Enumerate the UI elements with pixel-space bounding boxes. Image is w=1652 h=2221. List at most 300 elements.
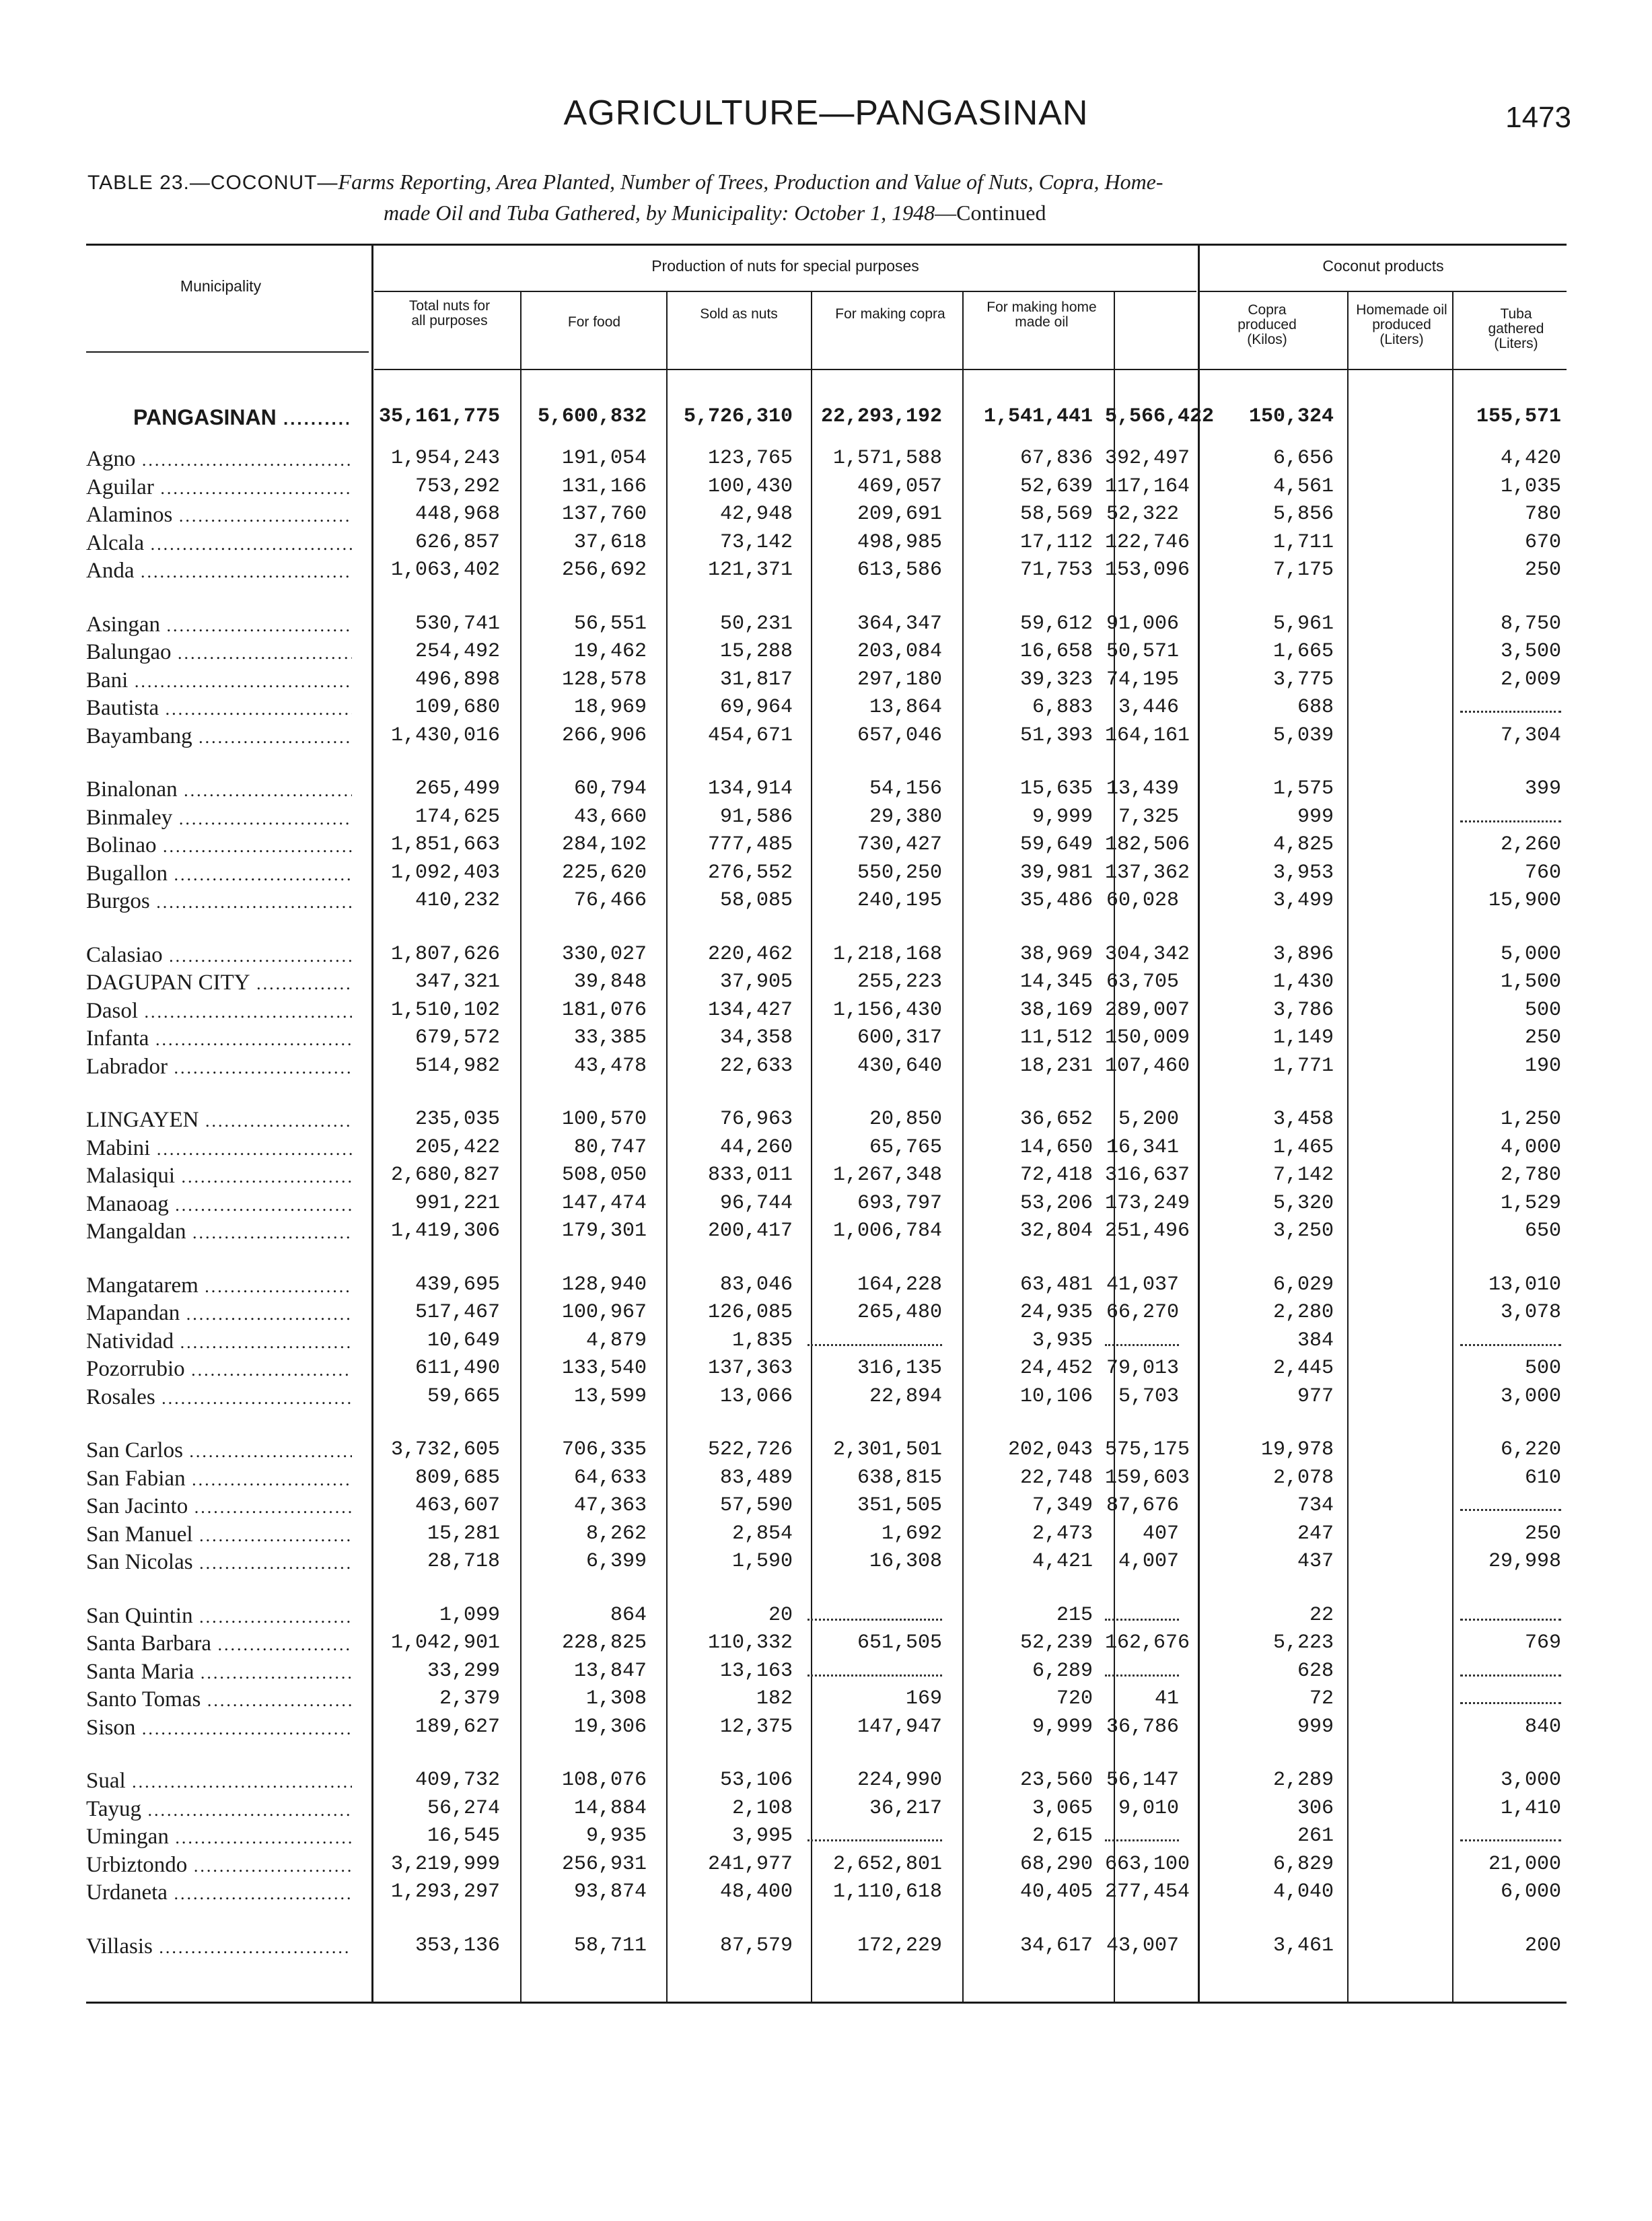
value-cell: 159,603 (1105, 1467, 1190, 1489)
table-row (86, 724, 1567, 750)
municipality-name: Alcala ..... (86, 531, 352, 556)
value-cell: 353,136 (415, 1934, 500, 1957)
empty-cell (1105, 1660, 1179, 1677)
page-title: AGRICULTURE—PANGASINAN (563, 94, 1089, 133)
value-cell: 780 (1524, 503, 1561, 526)
municipality-name: San Jacinto ..... (86, 1494, 352, 1519)
value-cell: 1,149 (1272, 1026, 1334, 1049)
empty-cell (807, 1604, 942, 1621)
value-cell: 53,106 (719, 1769, 793, 1792)
value-cell: 189,627 (415, 1716, 500, 1738)
value-cell: 1,099 (439, 1604, 500, 1627)
value-cell: 39,323 (1019, 668, 1093, 691)
table-row (86, 971, 1567, 996)
value-cell: 7,175 (1272, 559, 1334, 581)
value-cell: 550,250 (857, 861, 942, 884)
value-cell: 688 (1297, 696, 1334, 719)
value-cell: 410,232 (415, 889, 500, 912)
value-cell: 11,512 (1019, 1026, 1093, 1049)
value-cell: 261 (1297, 1825, 1334, 1847)
table-row (86, 1026, 1567, 1052)
municipality-name: Sual ..... (86, 1769, 352, 1794)
value-cell: 24,452 (1019, 1357, 1093, 1380)
header-bottom-rule (374, 369, 1567, 370)
value-cell: 203,084 (857, 640, 942, 663)
table-row (86, 640, 1567, 666)
municipality-name: San Fabian ..... (86, 1467, 352, 1491)
value-cell: 52,239 (1019, 1631, 1093, 1654)
group-header-products: Coconut products (1322, 257, 1444, 275)
value-cell: 83,046 (719, 1273, 793, 1296)
value-cell: 399 (1524, 777, 1561, 800)
value-cell: 220,462 (707, 943, 793, 966)
municipality-name: Pozorrubio ..... (86, 1357, 352, 1382)
value-cell: 1,571,588 (832, 447, 942, 470)
value-cell: 48,400 (719, 1880, 793, 1903)
value-cell: 57,590 (719, 1494, 793, 1517)
value-cell: 1,218,168 (832, 943, 942, 966)
value-cell: 41 (1154, 1687, 1179, 1710)
table-row (86, 889, 1567, 915)
value-cell: 500 (1524, 999, 1561, 1022)
value-cell: 1,308 (585, 1687, 647, 1710)
value-cell: 123,765 (707, 447, 793, 470)
table-row (86, 1660, 1567, 1685)
empty-cell (1460, 1494, 1561, 1511)
value-cell: 330,027 (561, 943, 647, 966)
value-cell: 1,267,348 (832, 1164, 942, 1187)
value-cell: 3,446 (1118, 696, 1179, 719)
value-cell: 256,692 (561, 559, 647, 581)
value-cell: 137,760 (561, 503, 647, 526)
municipality-name: Rosales ..... (86, 1385, 352, 1410)
table-row (86, 1220, 1567, 1245)
value-cell: 200,417 (707, 1220, 793, 1242)
value-cell: 277,454 (1105, 1880, 1190, 1903)
value-cell: 522,726 (707, 1438, 793, 1461)
value-cell: 6,220 (1500, 1438, 1561, 1461)
municipality-name: Asingan ..... (86, 612, 352, 637)
value-cell: 59,665 (427, 1385, 500, 1408)
value-cell: 29,998 (1488, 1550, 1561, 1573)
value-cell: 999 (1297, 1716, 1334, 1738)
municipality-name: Mabini ..... (86, 1136, 352, 1161)
municipality-name: Mapandan ..... (86, 1301, 352, 1326)
value-cell: 316,637 (1105, 1164, 1190, 1187)
municipality-name: Agno ..... (86, 447, 352, 472)
value-cell: 28,718 (427, 1550, 500, 1573)
value-cell: 611,490 (415, 1357, 500, 1380)
value-cell: 306 (1297, 1797, 1334, 1820)
value-cell: 58,085 (719, 889, 793, 912)
municipality-name: PANGASINAN ..... (133, 405, 349, 430)
empty-cell (1460, 1329, 1561, 1346)
value-cell: 657,046 (857, 724, 942, 747)
table-row (86, 806, 1567, 831)
value-cell: 693,797 (857, 1192, 942, 1215)
value-cell: 2,615 (1032, 1825, 1093, 1847)
value-cell: 153,096 (1105, 559, 1190, 581)
value-cell: 59,612 (1019, 612, 1093, 635)
value-cell: 2,445 (1272, 1357, 1334, 1380)
municipality-name: Alaminos ..... (86, 503, 352, 528)
value-cell: 2,473 (1032, 1522, 1093, 1545)
value-cell: 9,999 (1032, 1716, 1093, 1738)
value-cell: 43,478 (573, 1055, 647, 1078)
table-row (86, 1797, 1567, 1823)
value-cell: 1,042,901 (390, 1631, 500, 1654)
value-cell: 50,571 (1106, 640, 1179, 663)
value-cell: 5,961 (1272, 612, 1334, 635)
value-cell: 100,430 (707, 475, 793, 498)
value-cell: 3,000 (1500, 1769, 1561, 1792)
value-cell: 76,963 (719, 1108, 793, 1131)
value-cell: 1,771 (1272, 1055, 1334, 1078)
value-cell: 34,358 (719, 1026, 793, 1049)
value-cell: 59,649 (1019, 833, 1093, 856)
value-cell: 33,299 (427, 1660, 500, 1683)
value-cell: 364,347 (857, 612, 942, 635)
value-cell: 1,092,403 (390, 861, 500, 884)
value-cell: 316,135 (857, 1357, 942, 1380)
value-cell: 409,732 (415, 1769, 500, 1792)
municipality-name: Santa Barbara ..... (86, 1631, 352, 1656)
value-cell: 58,569 (1019, 503, 1093, 526)
value-cell: 1,692 (881, 1522, 942, 1545)
value-cell: 4,825 (1272, 833, 1334, 856)
value-cell: 5,200 (1118, 1108, 1179, 1131)
value-cell: 5,726,310 (683, 405, 793, 428)
value-cell: 706,335 (561, 1438, 647, 1461)
value-cell: 809,685 (415, 1467, 500, 1489)
value-cell: 8,750 (1500, 612, 1561, 635)
value-cell: 720 (1056, 1687, 1093, 1710)
value-cell: 463,607 (415, 1494, 500, 1517)
municipality-name: Santa Maria ..... (86, 1660, 352, 1685)
empty-cell (1460, 1825, 1561, 1841)
value-cell: 37,618 (573, 531, 647, 554)
municipality-name: DAGUPAN CITY ..... (86, 971, 352, 995)
value-cell: 3,896 (1272, 943, 1334, 966)
value-cell: 730,427 (857, 833, 942, 856)
value-cell: 392,497 (1105, 447, 1190, 470)
municipality-name: Infanta ..... (86, 1026, 352, 1051)
column-header-copra-produced: Copra produced (Kilos) (1237, 302, 1297, 347)
value-cell: 1,954,243 (390, 447, 500, 470)
table-row (86, 1494, 1567, 1520)
value-cell: 6,029 (1272, 1273, 1334, 1296)
value-cell: 13,163 (719, 1660, 793, 1683)
value-cell: 13,864 (869, 696, 942, 719)
value-cell: 638,815 (857, 1467, 942, 1489)
value-cell: 228,825 (561, 1631, 647, 1654)
value-cell: 5,600,832 (537, 405, 647, 428)
value-cell: 613,586 (857, 559, 942, 581)
value-cell: 4,561 (1272, 475, 1334, 498)
table-row (86, 1550, 1567, 1576)
municipality-name: Tayug ..... (86, 1797, 352, 1822)
column-header-sold-as-nuts: Sold as nuts (700, 306, 778, 322)
municipality-name: Binalonan ..... (86, 777, 352, 802)
coconut-table (86, 244, 1567, 2007)
municipality-name: Calasiao ..... (86, 943, 352, 968)
value-cell: 2,301,501 (832, 1438, 942, 1461)
value-cell: 1,665 (1272, 640, 1334, 663)
table-row (86, 559, 1567, 584)
value-cell: 833,011 (707, 1164, 793, 1187)
value-cell: 3,732,605 (390, 1438, 500, 1461)
value-cell: 7,304 (1500, 724, 1561, 747)
value-cell: 172,229 (857, 1934, 942, 1957)
value-cell: 2,260 (1500, 833, 1561, 856)
municipality-name: Balungao ..... (86, 640, 352, 665)
value-cell: 13,439 (1106, 777, 1179, 800)
value-cell: 16,308 (869, 1550, 942, 1573)
value-cell: 651,505 (857, 1631, 942, 1654)
value-cell: 14,884 (573, 1797, 647, 1820)
value-cell: 1,410 (1500, 1797, 1561, 1820)
municipality-name: Bayambang ..... (86, 724, 352, 749)
value-cell: 3,250 (1272, 1220, 1334, 1242)
table-row (86, 503, 1567, 528)
table-row (86, 1136, 1567, 1162)
value-cell: 6,000 (1500, 1880, 1561, 1903)
municipality-name: San Nicolas ..... (86, 1550, 352, 1575)
value-cell: 250 (1524, 1026, 1561, 1049)
value-cell: 131,166 (561, 475, 647, 498)
value-cell: 610 (1524, 1467, 1561, 1489)
value-cell: 2,280 (1272, 1301, 1334, 1324)
value-cell: 31,817 (719, 668, 793, 691)
table-row (86, 1385, 1567, 1411)
value-cell: 6,883 (1032, 696, 1093, 719)
value-cell: 241,977 (707, 1853, 793, 1876)
value-cell: 128,940 (561, 1273, 647, 1296)
table-top-rule (86, 244, 1567, 246)
value-cell: 5,320 (1272, 1192, 1334, 1215)
table-row (86, 943, 1567, 968)
value-cell: 4,040 (1272, 1880, 1334, 1903)
value-cell: 1,835 (731, 1329, 793, 1352)
value-cell: 840 (1524, 1716, 1561, 1738)
value-cell: 133,540 (561, 1357, 647, 1380)
value-cell: 63,481 (1019, 1273, 1093, 1296)
value-cell: 93,874 (573, 1880, 647, 1903)
value-cell: 1,430,016 (390, 724, 500, 747)
empty-cell (1105, 1329, 1179, 1346)
value-cell: 1,156,430 (832, 999, 942, 1022)
value-cell: 162,676 (1105, 1631, 1190, 1654)
value-cell: 19,462 (573, 640, 647, 663)
group-underline-nuts (374, 291, 1196, 292)
value-cell: 498,985 (857, 531, 942, 554)
value-cell: 3,775 (1272, 668, 1334, 691)
value-cell: 1,006,784 (832, 1220, 942, 1242)
value-cell: 1,529 (1500, 1192, 1561, 1215)
table-row (86, 1716, 1567, 1741)
table-row (86, 668, 1567, 694)
column-header-for-food: For food (567, 314, 621, 330)
value-cell: 254,492 (415, 640, 500, 663)
table-row (86, 1604, 1567, 1629)
value-cell: 215 (1056, 1604, 1093, 1627)
value-cell: 51,393 (1019, 724, 1093, 747)
table-row (86, 447, 1567, 472)
municipality-name: Manaoag ..... (86, 1192, 352, 1217)
value-cell: 3,935 (1032, 1329, 1093, 1352)
table-row (86, 833, 1567, 859)
value-cell: 1,035 (1500, 475, 1561, 498)
group-underline-products (1200, 291, 1567, 292)
table-row (86, 475, 1567, 501)
table-row (86, 1769, 1567, 1794)
municipality-name: Mangaldan ..... (86, 1220, 352, 1244)
municipality-name: San Carlos ..... (86, 1438, 352, 1463)
value-cell: 347,321 (415, 971, 500, 993)
value-cell: 126,085 (707, 1301, 793, 1324)
value-cell: 56,147 (1106, 1769, 1179, 1792)
value-cell: 448,968 (415, 503, 500, 526)
value-cell: 87,579 (719, 1934, 793, 1957)
value-cell: 3,078 (1500, 1301, 1561, 1324)
value-cell: 3,995 (731, 1825, 793, 1847)
value-cell: 67,836 (1019, 447, 1093, 470)
value-cell: 18,969 (573, 696, 647, 719)
value-cell: 4,879 (585, 1329, 647, 1352)
table-row (86, 1687, 1567, 1713)
value-cell: 2,289 (1272, 1769, 1334, 1792)
value-cell: 80,747 (573, 1136, 647, 1159)
value-cell: 1,063,402 (390, 559, 500, 581)
municipality-name: San Manuel ..... (86, 1522, 352, 1547)
municipality-name: Mangatarem ..... (86, 1273, 352, 1298)
value-cell: 43,660 (573, 806, 647, 829)
value-cell: 79,013 (1106, 1357, 1179, 1380)
value-cell: 276,552 (707, 861, 793, 884)
value-cell: 63,705 (1106, 971, 1179, 993)
value-cell: 1,500 (1500, 971, 1561, 993)
group-header-nuts: Production of nuts for special purposes (651, 257, 919, 275)
value-cell: 15,281 (427, 1522, 500, 1545)
value-cell: 266,906 (561, 724, 647, 747)
value-cell: 1,430 (1272, 971, 1334, 993)
value-cell: 72,418 (1019, 1164, 1093, 1187)
value-cell: 83,489 (719, 1467, 793, 1489)
value-cell: 29,380 (869, 806, 942, 829)
table-row (86, 777, 1567, 803)
table-row (86, 1329, 1567, 1355)
value-cell: 10,106 (1019, 1385, 1093, 1408)
municipality-name: Malasiqui ..... (86, 1164, 352, 1189)
empty-cell (807, 1660, 942, 1677)
value-cell: 96,744 (719, 1192, 793, 1215)
value-cell: 4,420 (1500, 447, 1561, 470)
value-cell: 663,100 (1105, 1853, 1190, 1876)
value-cell: 5,566,422 (1105, 405, 1215, 428)
value-cell: 182,506 (1105, 833, 1190, 856)
value-cell: 121,371 (707, 559, 793, 581)
value-cell: 304,342 (1105, 943, 1190, 966)
value-cell: 191,054 (561, 447, 647, 470)
value-cell: 169 (905, 1687, 942, 1710)
municipality-name: Sison ..... (86, 1716, 352, 1740)
value-cell: 1,465 (1272, 1136, 1334, 1159)
table-row (86, 1438, 1567, 1464)
value-cell: 6,289 (1032, 1660, 1093, 1683)
value-cell: 250 (1524, 1522, 1561, 1545)
value-cell: 251,496 (1105, 1220, 1190, 1242)
value-cell: 6,829 (1272, 1853, 1334, 1876)
value-cell: 38,969 (1019, 943, 1093, 966)
caption-suffix: —Continued (935, 201, 1046, 225)
value-cell: 7,325 (1118, 806, 1179, 829)
value-cell: 137,363 (707, 1357, 793, 1380)
value-cell: 4,000 (1500, 1136, 1561, 1159)
value-cell: 52,322 (1106, 503, 1179, 526)
municipality-name: Anda ..... (86, 559, 352, 584)
value-cell: 122,746 (1105, 531, 1190, 554)
value-cell: 600,317 (857, 1026, 942, 1049)
municipality-name: Santo Tomas ..... (86, 1687, 352, 1712)
municipality-name: Labrador ..... (86, 1055, 352, 1080)
table-row (86, 1880, 1567, 1906)
table-row (86, 999, 1567, 1024)
value-cell: 205,422 (415, 1136, 500, 1159)
table-row (86, 1825, 1567, 1850)
value-cell: 14,650 (1019, 1136, 1093, 1159)
value-cell: 91,006 (1106, 612, 1179, 635)
value-cell: 3,000 (1500, 1385, 1561, 1408)
value-cell: 181,076 (561, 999, 647, 1022)
table-row (86, 612, 1567, 638)
value-cell: 39,981 (1019, 861, 1093, 884)
value-cell: 54,156 (869, 777, 942, 800)
value-cell: 72 (1309, 1687, 1334, 1710)
value-cell: 19,978 (1260, 1438, 1334, 1461)
column-header-oil-produced: Homemade oil produced (Liters) (1356, 302, 1447, 347)
value-cell: 2,379 (439, 1687, 500, 1710)
value-cell: 150,324 (1248, 405, 1334, 428)
value-cell: 670 (1524, 531, 1561, 554)
empty-cell (1460, 1604, 1561, 1621)
value-cell: 23,560 (1019, 1769, 1093, 1792)
table-row (86, 1522, 1567, 1548)
value-cell: 37,905 (719, 971, 793, 993)
value-cell: 109,680 (415, 696, 500, 719)
value-cell: 56,274 (427, 1797, 500, 1820)
value-cell: 56,551 (573, 612, 647, 635)
value-cell: 14,345 (1019, 971, 1093, 993)
value-cell: 33,385 (573, 1026, 647, 1049)
empty-cell (807, 1825, 942, 1841)
value-cell: 74,195 (1106, 668, 1179, 691)
value-cell: 164,228 (857, 1273, 942, 1296)
municipality-name: Burgos ..... (86, 889, 352, 914)
value-cell: 190 (1524, 1055, 1561, 1078)
value-cell: 174,625 (415, 806, 500, 829)
value-cell: 22,633 (719, 1055, 793, 1078)
total-row (86, 405, 1567, 431)
value-cell: 117,164 (1105, 475, 1190, 498)
value-cell: 108,076 (561, 1769, 647, 1792)
value-cell: 32,804 (1019, 1220, 1093, 1242)
value-cell: 134,914 (707, 777, 793, 800)
table-row (86, 861, 1567, 887)
value-cell: 508,050 (561, 1164, 647, 1187)
value-cell: 65,765 (869, 1136, 942, 1159)
value-cell: 38,169 (1019, 999, 1093, 1022)
municipality-name: Urbiztondo ..... (86, 1853, 352, 1878)
